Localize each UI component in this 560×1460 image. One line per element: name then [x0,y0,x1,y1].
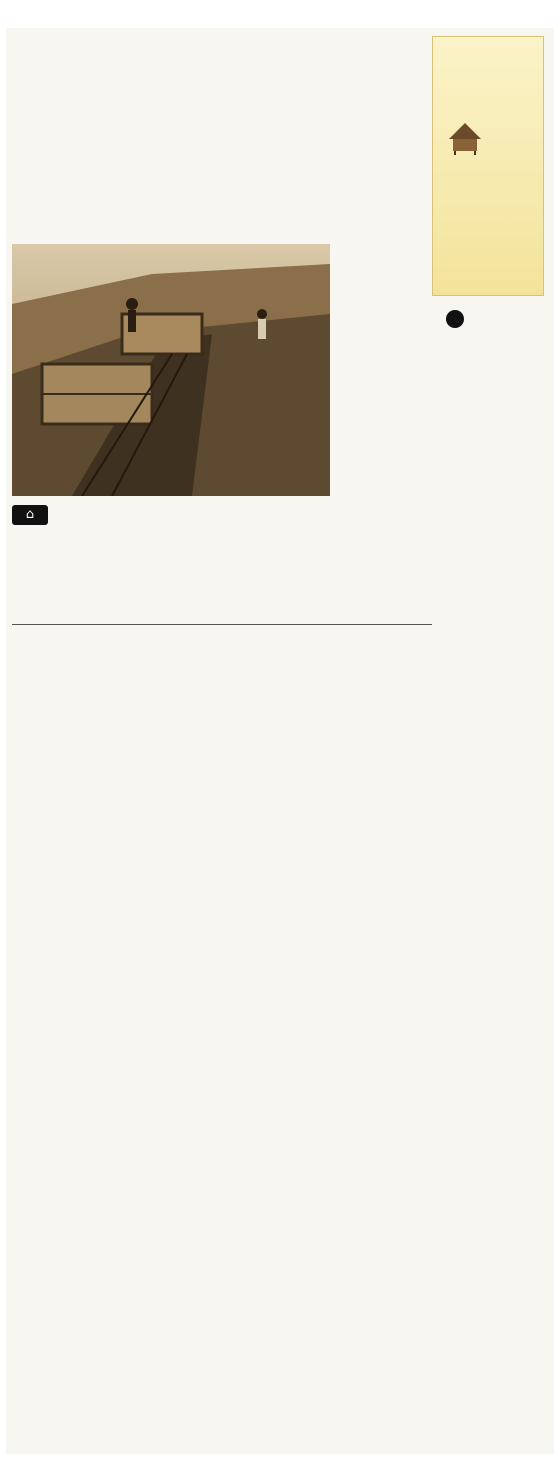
article-col-6 [12,634,208,794]
article-col-5 [236,634,430,794]
article-col-2 [250,52,340,192]
divider [12,624,432,625]
excavation-photo [12,244,330,496]
part-label [444,310,464,335]
article-col-3 [156,52,246,240]
article-col-9 [12,1252,432,1292]
article-col-7 [12,800,432,1020]
pit-dwelling-icon [445,117,485,157]
photo-credit [14,44,148,234]
trowel-icon: ⌂ [12,505,48,525]
section-break [212,700,234,780]
article-col-1 [344,52,430,192]
series-box [432,36,544,296]
article-col-4 [336,196,432,636]
part-number-badge [446,310,464,328]
article-col-10 [12,1296,432,1446]
article-col-8 [12,1026,432,1246]
photo-caption [12,502,330,525]
